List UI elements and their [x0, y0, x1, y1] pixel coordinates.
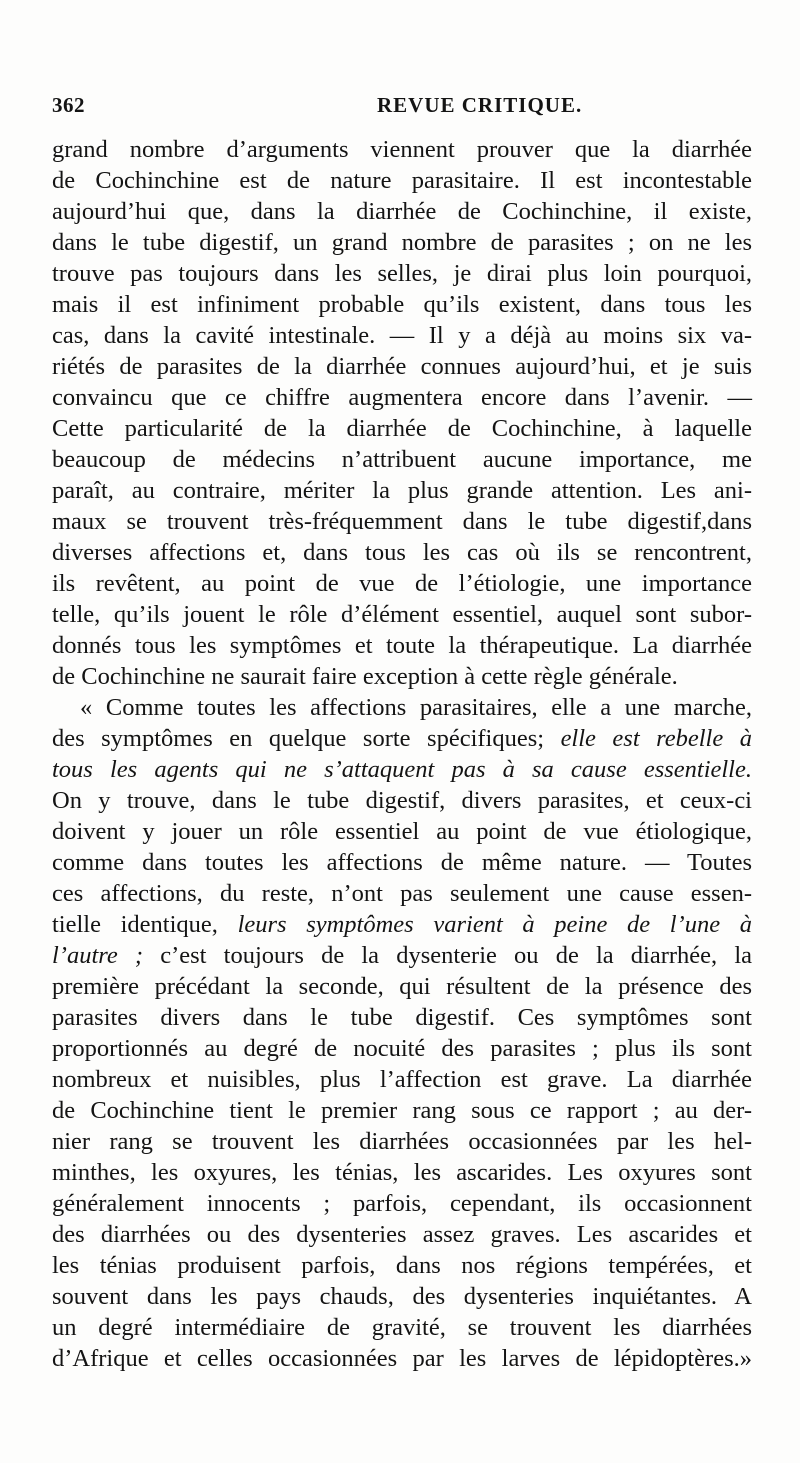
roman-text: d’Afrique et celles occasionnées par les larves de lépidoptères.»	[52, 1345, 752, 1372]
roman-text: de Cochinchine ne saurait faire exception à cette règle générale.	[52, 663, 678, 690]
text-line	[52, 940, 752, 971]
roman-text: c’est toujours de la dysenterie ou de la diarrhée, la	[143, 942, 752, 969]
roman-text: des diarrhées ou des dysenteries assez graves. Les ascarides et	[52, 1221, 752, 1248]
text-line	[52, 1219, 752, 1250]
roman-text: de Cochinchine est de nature parasitaire. Il est incontestable	[52, 167, 752, 194]
roman-text: aujourd’hui que, dans la diarrhée de Cochinchine, il existe,	[52, 198, 752, 225]
roman-text: nier rang se trouvent les diarrhées occasionnées par les hel-	[52, 1128, 752, 1155]
text-line	[52, 847, 752, 878]
text-line	[52, 165, 752, 196]
page-header	[52, 93, 752, 123]
text-line	[52, 630, 752, 661]
roman-text: grand nombre d’arguments viennent prouver que la diarrhée	[52, 136, 752, 163]
text-line	[52, 754, 752, 785]
text-line	[52, 909, 752, 940]
roman-text: nombreux et nuisibles, plus l’affection est grave. La diarrhée	[52, 1066, 752, 1093]
italic-text: l’autre ;	[52, 942, 144, 969]
text-line	[52, 1064, 752, 1095]
roman-text: doivent y jouer un rôle essentiel au point de vue étiologique,	[52, 818, 752, 845]
text-line	[52, 599, 752, 630]
text-line	[52, 1095, 752, 1126]
roman-text: cas, dans la cavité intestinale. — Il y a déjà au moins six va-	[52, 322, 752, 349]
roman-text: souvent dans les pays chauds, des dysenteries inquiétantes. A	[52, 1283, 752, 1310]
roman-text: paraît, au contraire, mériter la plus grande attention. Les ani-	[52, 477, 752, 504]
text-line	[52, 878, 752, 909]
running-title: REVUE CRITIQUE.	[377, 93, 583, 117]
roman-text: On y trouve, dans le tube digestif, divers parasites, et ceux-ci	[52, 787, 752, 814]
roman-text: beaucoup de médecins n’attribuent aucune importance, me	[52, 446, 752, 473]
text-line	[52, 1250, 752, 1281]
text-line	[52, 289, 752, 320]
roman-text: diverses affections et, dans tous les cas où ils se rencontrent,	[52, 539, 752, 566]
body-text	[52, 134, 752, 1374]
text-line	[52, 785, 752, 816]
text-line	[52, 1312, 752, 1343]
text-line	[52, 134, 752, 165]
roman-text: mais il est infiniment probable qu’ils existent, dans tous les	[52, 291, 752, 318]
text-line	[52, 661, 752, 692]
text-line	[52, 320, 752, 351]
text-line	[52, 382, 752, 413]
text-line	[52, 1033, 752, 1064]
italic-text: elle est rebelle à	[560, 725, 752, 752]
roman-text: donnés tous les symptômes et toute la thérapeutique. La diarrhée	[52, 632, 752, 659]
roman-text: comme dans toutes les affections de même nature. — Toutes	[52, 849, 752, 876]
text-line	[52, 506, 752, 537]
roman-text: trouve pas toujours dans les selles, je dirai plus loin pourquoi,	[52, 260, 752, 287]
roman-text: ces affections, du reste, n’ont pas seulement une cause essen-	[52, 880, 752, 907]
roman-text: Cette particularité de la diarrhée de Cochinchine, à laquelle	[52, 415, 752, 442]
text-line	[52, 227, 752, 258]
roman-text: de Cochinchine tient le premier rang sous ce rapport ; au der-	[52, 1097, 752, 1124]
text-line	[52, 1188, 752, 1219]
roman-text: maux se trouvent très-fréquemment dans le tube digestif,dans	[52, 508, 752, 535]
text-line	[52, 692, 752, 723]
text-line	[52, 568, 752, 599]
text-line	[52, 971, 752, 1002]
text-line	[52, 475, 752, 506]
text-line	[52, 816, 752, 847]
text-line	[52, 1343, 752, 1374]
roman-text: proportionnés au degré de nocuité des parasites ; plus ils sont	[52, 1035, 752, 1062]
roman-text: généralement innocents ; parfois, cependant, ils occasionnent	[52, 1190, 752, 1217]
roman-text: convaincu que ce chiffre augmentera encore dans l’avenir. —	[52, 384, 752, 411]
text-line	[52, 723, 752, 754]
italic-text: tous les agents qui ne s’attaquent pas à sa cause essentielle.	[52, 756, 752, 783]
text-line	[52, 1281, 752, 1312]
roman-text: parasites divers dans le tube digestif. Ces symptômes sont	[52, 1004, 752, 1031]
page-number: 362	[52, 93, 85, 117]
italic-text: leurs symptômes varient à peine de l’une à	[237, 911, 752, 938]
text-line	[52, 537, 752, 568]
roman-text: « Comme toutes les affections parasitaires, elle a une marche,	[80, 694, 752, 721]
text-line	[52, 1157, 752, 1188]
roman-text: dans le tube digestif, un grand nombre de parasites ; on ne les	[52, 229, 752, 256]
roman-text: telle, qu’ils jouent le rôle d’élément essentiel, auquel sont subor-	[52, 601, 752, 628]
roman-text: ils revêtent, au point de vue de l’étiologie, une importance	[52, 570, 752, 597]
roman-text: minthes, les oxyures, les ténias, les ascarides. Les oxyures sont	[52, 1159, 752, 1186]
roman-text: tielle identique,	[52, 911, 238, 938]
text-line	[52, 258, 752, 289]
roman-text: un degré intermédiaire de gravité, se trouvent les diarrhées	[52, 1314, 752, 1341]
roman-text: les ténias produisent parfois, dans nos régions tempérées, et	[52, 1252, 752, 1279]
roman-text: riétés de parasites de la diarrhée connues aujourd’hui, et je suis	[52, 353, 752, 380]
text-line	[52, 444, 752, 475]
text-line	[52, 1126, 752, 1157]
text-line	[52, 1002, 752, 1033]
text-line	[52, 413, 752, 444]
roman-text: des symptômes en quelque sorte spécifiques;	[52, 725, 561, 752]
roman-text: première précédant la seconde, qui résultent de la présence des	[52, 973, 752, 1000]
text-line	[52, 196, 752, 227]
text-line	[52, 351, 752, 382]
